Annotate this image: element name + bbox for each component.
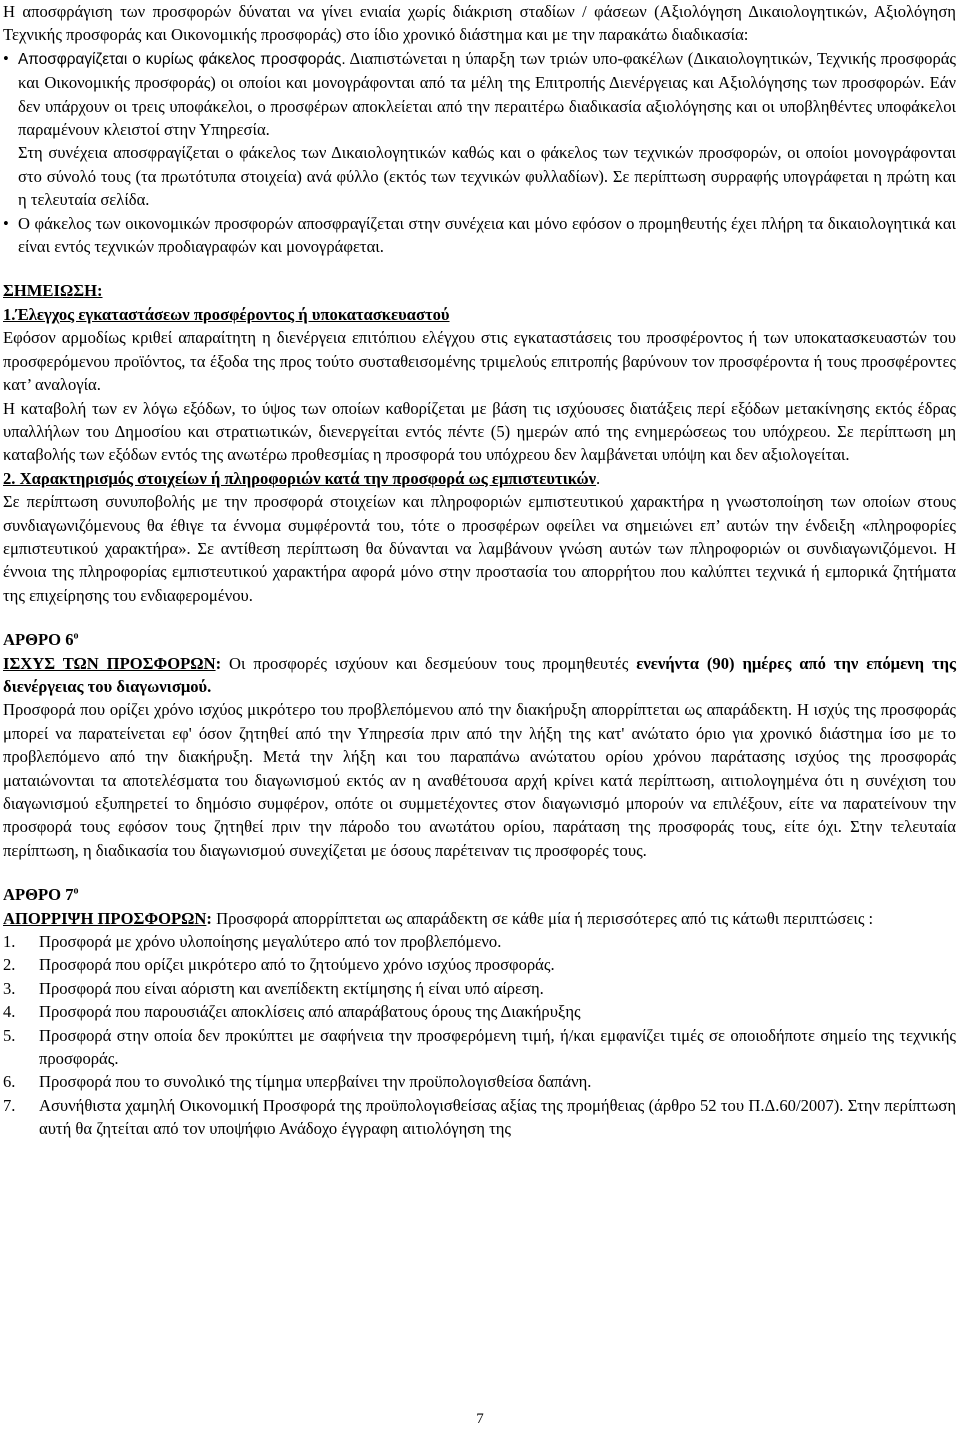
article-6-validity: ενενήντα (90) ημέρες από την επόμενη της διενέργειας του διαγωνισμού.: [3, 653, 956, 696]
list-item: 5. Προσφορά στην οποία δεν προκύπτει με σαφήνεια την προσφερόμενη τιμή, ή/και εμφανίζει τιμές σε οποιοδήποτε σημείο της τεχνικής προσφοράς.: [3, 1025, 956, 1069]
bullet-1-rest: Διαπιστώνεται η ύπαρξη των τριών υπο-φακέλων (Δικαιολογητικών, Τεχνικής προσφοράς και Οικονομικής προσφοράς) οι οποίοι και μονογράφονται από τα μέλη της Επιτροπής Διενέργειας και Αξιολόγησης των προσφορών.: [18, 48, 956, 93]
note-item-1-p1: Εφόσον αρμοδίως κριθεί απαραίτητη η διενέργεια επιτόπιου ελέγχου στις εγκαταστάσεις του προσφέροντος ή των υποκατασκευαστών του προσφερόμενου προϊόντος, τα έξοδα της προς τούτο συσταθεισομένης τριμελούς επιτροπής βαρύνουν τον προσφέροντα ή τους προσφέροντες κατ’ αναλογία.: [3, 328, 956, 395]
article-7-ordinal: ο: [73, 885, 79, 897]
list-item: 3. Προσφορά που είναι αόριστη και ανεπίδεκτη εκτίμησης ή είναι υπό αίρεση.: [3, 978, 544, 998]
document-page: [3, 0, 956, 1141]
bullet-1-tail: Εάν δεν υπάρχουν οι τρεις υποφάκελοι, ο προσφέρων αποκλείεται από την περαιτέρω διαδικασία αξιολόγησης και οι υποβληθέντες υποφάκελοι παραμένουν κλειστοί στην Υπηρεσία.: [18, 73, 956, 140]
article-7-title: ΑΠΟΡΡΙΨΗ ΠΡΟΣΦΟΡΩΝ: [3, 908, 207, 928]
intro-paragraph: [3, 0, 956, 47]
intro-lead: Η αποσφράγιση των προσφορών δύναται να γίνει ενιαία χωρίς διάκριση σταδίων / φάσεων (Αξιολόγηση Δικαιολογητικών, Αξιολόγηση Τεχνικής προσφοράς και Οικονομικής προσφοράς) στο ίδιο χρονικό διάστημα και με την παρακάτω διαδικασία:: [3, 2, 956, 45]
note-item-1-title: 1.Έλεγχος εγκαταστάσεων προσφέροντος ή υποκατασκευαστού: [3, 304, 450, 324]
article-6-heading: ΑΡΘΡΟ $6^o$: [3, 630, 79, 650]
rejection-list: [3, 930, 956, 1141]
note-item-2-title-line: [3, 467, 956, 490]
article-6-ordinal: ο: [73, 630, 79, 642]
article-7-heading: ΑΡΘΡΟ $7^o$: [3, 885, 79, 905]
note-item-2-p1: Σε περίπτωση συνυποβολής με την προσφορά στοιχείων και πληροφοριών εμπιστευτικού χαρακτήρα η γνωστοποίηση των οποίων στους συνδιαγωνιζόμενους θα έθιγε τα έννομα συμφέροντά του, τότε ο προσφέρων οφείλει να σημειώνει επ’ αυτών την ένδειξη «πληροφορίες εμπιστευτικού χαρακτήρα». Σε αντίθεση περίπτωση θα δύνανται να λαμβάνουν γνώση αυτών των πληροφοριών οι συνδιαγωνιζόμενοι. Η έννοια της πληροφορίας εμπιστευτικού χαρακτήρα αφορά μόνο στην προστασία του απορρήτου που καλύπτει τεχνικά ή εμπορικά ζητήματα της επιχείρησης του ενδιαφερομένου.: [3, 492, 956, 605]
note-item-2-title-end: .: [596, 468, 601, 488]
list-item: 7. Ασυνήθιστα χαμηλή Οικονομική Προσφορά της προϋπολογισθείσας αξίας της προμήθειας (άρθρο 52 του Π.Δ.60/2007). Στην περίπτωση αυτή θα ζητείται από τον υποψήφιο Ανάδοχο έγγραφη αιτιολόγηση της: [3, 1095, 956, 1139]
procedure-bullet-2: [3, 212, 956, 259]
list-item: 6. Προσφορά που το συνολικό της τίμημα υπερβαίνει την προϋπολογισθείσα δαπάνη.: [3, 1072, 592, 1092]
bullet-dot: •: [3, 48, 9, 68]
note-item-2-title: 2. Χαρακτηρισμός στοιχείων ή πληροφοριών κατά την προσφορά ως εμπιστευτικών: [3, 468, 597, 488]
article-6-lead: ΙΣΧΥΣ ΤΩΝ ΠΡΟΣΦΟΡΩΝ: Οι προσφορές ισχύουν και δεσμεύουν τους προμηθευτές ενενήντα (90) ημέρες από την επόμενη της διενέργειας του διαγωνισμού.: [3, 653, 956, 696]
bullet-1-sans: Αποσφραγίζεται ο κυρίως φάκελος προσφοράς.: [18, 50, 346, 68]
article-6-title: ΙΣΧΥΣ ΤΩΝ ΠΡΟΣΦΟΡΩΝ: [3, 653, 216, 673]
list-item: 2. Προσφορά που ορίζει μικρότερο από το ζητούμενο χρόνο ισχύος προσφοράς.: [3, 955, 555, 975]
note-heading: ΣΗΜΕΙΩΣΗ:: [3, 281, 103, 301]
list-item: 1. Προσφορά με χρόνο υλοποίησης μεγαλύτερο από τον προβλεπόμενο.: [3, 932, 502, 952]
bullet-2-text: Ο φάκελος των οικονομικών προσφορών αποσφραγίζεται στην συνέχεια και μόνο εφόσον ο προμηθευτής έχει πλήρη τα δικαιολογητικά και είναι εντός τεχνικών προδιαγραφών και μονογράφεται.: [18, 213, 956, 257]
note-item-1-p2: Η καταβολή των εν λόγω εξόδων, το ύψος των οποίων καθορίζεται με βάση τις ισχύουσες διατάξεις περί εξόδων μετακίνησης εκτός έδρας υπαλλήλων του Δημοσίου και στρατιωτικών, διενεργείται εντός πέντε (5) ημερών από της ενημερώσεως του υπόχρεου. Σε περίπτωση μη καταβολής των εξόδων εντός της ανωτέρω προθεσμίας η προσφορά του υπόχρεου δεν λαμβάνεται υπόψη και δεν αξιολογείται.: [3, 398, 956, 465]
procedure-bullet-1: [3, 47, 956, 212]
page-number: 7: [476, 1411, 484, 1427]
bullet-1-para-2: Στη συνέχεια αποσφραγίζεται ο φάκελος των Δικαιολογητικών καθώς και ο φάκελος των τεχνικών προσφορών, οι οποίοι μονογράφονται στο σύνολό τους (τα πρωτότυπα στοιχεία) ανά φύλλο (εκτός των τεχνικών φυλλαδίων). Σε περίπτωση συρραφής υπογράφεται η πρώτη και η τελευταία σελίδα.: [18, 143, 956, 210]
bullet-1-text: [18, 47, 956, 142]
article-7-lead: ΑΠΟΡΡΙΨΗ ΠΡΟΣΦΟΡΩΝ: Προσφορά απορρίπτεται ως απαράδεκτη σε κάθε μία ή περισσότερες από τις κάτωθι περιπτώσεις :: [3, 908, 874, 928]
list-item: 4. Προσφορά που παρουσιάζει αποκλίσεις από απαράβατους όρους της Διακήρυξης: [3, 1002, 581, 1022]
article-6-body: Προσφορά που ορίζει χρόνο ισχύος μικρότερο του προβλεπόμενου από την διακήρυξη απορρίπτεται ως απαράδεκτη. Η ισχύς της προσφοράς μπορεί να παρατείνεται εφ' όσον ζητηθεί από την Υπηρεσία πριν από την λήξη της κατ' ανώτατο όριο για χρονικό διάστημα ίσο με το προβλεπόμενο από την διακήρυξη. Μετά την λήξη και του παραπάνω ανώτατου ορίου χρόνου παράτασης ισχύος της προσφοράς ματαιώνονται τα αποτελέσματα του διαγωνισμού εκτός αν η αναθέτουσα αρχή κρίνει κατά περίπτωση, αιτιολογημένα ότι η συνέχιση του διαγωνισμού εξυπηρετεί το δημόσιο συμφέρον, οπότε οι συμμετέχοντες στον διαγωνισμό μπορούν να επιλέξουν, είτε να παρατείνουν την προσφορά τους εφόσον τους ζητηθεί πριν την πάροδο του ανωτάτου ορίου, παράταση της προσφοράς τους, είτε όχι. Στην τελευταία περίπτωση, η διαδικασία του διαγωνισμού συνεχίζεται με όσους παρέτειναν τις προσφορές τους.: [3, 700, 956, 860]
bullet-dot: •: [3, 213, 9, 233]
